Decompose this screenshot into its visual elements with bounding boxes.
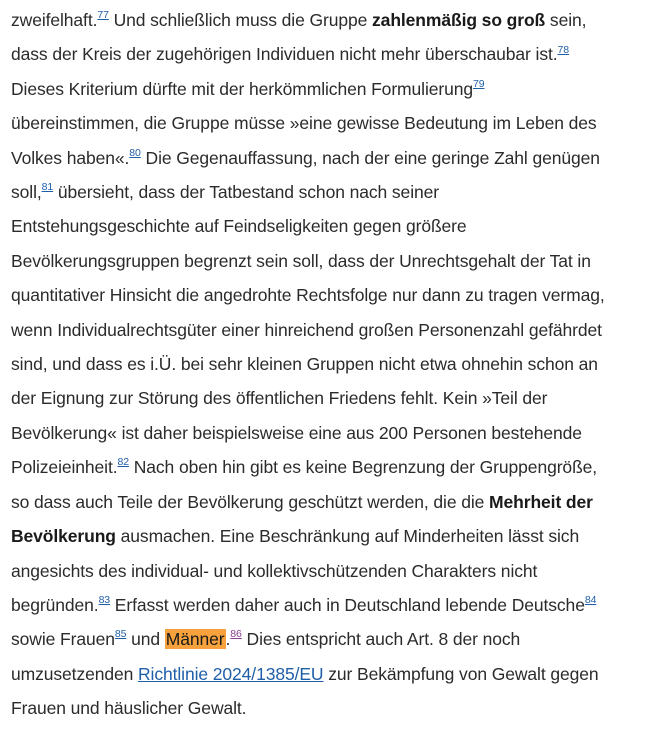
text-line [11, 278, 658, 312]
text-run: Frauen und häuslicher Gewalt. [11, 698, 247, 719]
text-run: sowie Frauen [11, 629, 115, 650]
text-run: so dass auch Teile der Bevölkerung geschützt werden, die die [11, 491, 490, 512]
text-run: ausmachen. Eine Beschränkung auf Minderheiten lässt sich [115, 526, 580, 547]
footnote-ref [99, 594, 110, 606]
footnote-link[interactable]: 85 [114, 628, 127, 641]
text-line [11, 347, 658, 381]
text-line [11, 450, 658, 484]
footnote-ref [585, 594, 596, 606]
text-line [11, 209, 658, 243]
text-line [11, 554, 658, 588]
body-paragraph [11, 0, 658, 726]
text-line [11, 416, 658, 450]
text-line [11, 519, 658, 553]
text-run: Volkes haben«. [11, 147, 130, 168]
text-line [11, 485, 658, 519]
text-run: angesichts des individual- und kollektivschützenden Charakters nicht [11, 560, 538, 581]
text-run: Dieses Kriterium dürfte mit der herkömmlichen Formulierung [11, 78, 473, 99]
footnote-link[interactable]: 84 [584, 594, 597, 607]
text-line [11, 244, 658, 278]
text-run: und [126, 629, 165, 650]
text-line [11, 381, 658, 415]
footnote-ref [473, 78, 484, 90]
text-line [11, 588, 658, 622]
text-run: umzusetzenden [11, 663, 139, 684]
text-run: übereinstimmen, die Gruppe müsse »eine gewisse Bedeutung im Leben des [11, 113, 597, 134]
footnote-link[interactable]: 80 [129, 146, 141, 159]
text-line [11, 622, 658, 656]
text-line [11, 72, 658, 106]
text-line [11, 313, 658, 347]
footnote-link[interactable]: 78 [557, 43, 569, 56]
text-run: Polizeieinheit. [11, 457, 118, 478]
text-line [11, 106, 658, 140]
text-line [11, 3, 658, 37]
text-run: Erfasst werden daher auch in Deutschland lebende Deutsche [110, 594, 585, 615]
footnote-link[interactable]: 82 [117, 456, 129, 469]
text-run: der Eignung zur Störung des öffentlichen Friedens fehlt. Kein »Teil der [11, 388, 548, 409]
text-run: Bevölkerungsgruppen begrenzt sein soll, dass der Unrechtsgehalt der Tat in [11, 250, 591, 271]
text-line [11, 37, 658, 71]
directive-link[interactable]: Richtlinie 2024/1385/EU [138, 663, 324, 684]
search-highlight: Männer [165, 629, 225, 650]
text-run: Die Gegenauffassung, nach der eine geringe Zahl genügen [140, 147, 600, 168]
text-line [11, 657, 658, 691]
text-run: Nach oben hin gibt es keine Begrenzung der Gruppengröße, [128, 457, 598, 478]
text-run: Dies entspricht auch Art. 8 der noch [241, 629, 521, 650]
text-run: sind, und dass es i.Ü. bei sehr kleinen Gruppen nicht etwa ohnehin schon an [11, 354, 598, 375]
bold-term: zahlenmäßig so groß [372, 10, 546, 30]
text-run: sein, [545, 10, 587, 30]
text-run: begründen. [11, 594, 99, 615]
text-run: wenn Individualrechtsgüter einer hinreichend großen Personenzahl gefährdet [11, 319, 602, 340]
footnote-ref [115, 628, 126, 640]
text-run: . [225, 629, 231, 650]
footnote-link[interactable]: 86 [230, 628, 242, 641]
footnote-ref [230, 628, 241, 640]
bold-term: Mehrheit der [489, 491, 593, 512]
text-run: Bevölkerung« ist daher beispielsweise eine aus 200 Personen bestehende [11, 422, 582, 443]
text-line [11, 141, 658, 175]
text-run: übersieht, dass der Tatbestand schon nach seiner [53, 182, 439, 203]
text-line [11, 691, 658, 725]
bold-term: Bevölkerung [11, 526, 116, 547]
footnote-ref [97, 9, 108, 21]
text-run: soll, [11, 182, 42, 203]
text-run: quantitativer Hinsicht die angedrohte Rechtsfolge nur dann zu tragen vermag, [11, 285, 605, 306]
text-run: Und schließlich muss die Gruppe [108, 10, 373, 30]
footnote-ref [42, 181, 53, 193]
footnote-link[interactable]: 77 [97, 9, 109, 22]
footnote-ref [117, 456, 128, 468]
text-run: zweifelhaft. [11, 10, 98, 30]
footnote-ref [558, 44, 569, 56]
footnote-ref [129, 147, 140, 159]
text-run: dass der Kreis der zugehörigen Individuen nicht mehr überschaubar ist. [11, 44, 558, 65]
text-run: Entstehungsgeschichte auf Feindseligkeiten gegen größere [11, 216, 467, 237]
footnote-link[interactable]: 81 [41, 181, 54, 194]
text-run: zur Bekämpfung von Gewalt gegen [323, 663, 599, 684]
text-line [11, 175, 658, 209]
footnote-link[interactable]: 83 [98, 594, 111, 607]
footnote-link[interactable]: 79 [473, 77, 485, 90]
